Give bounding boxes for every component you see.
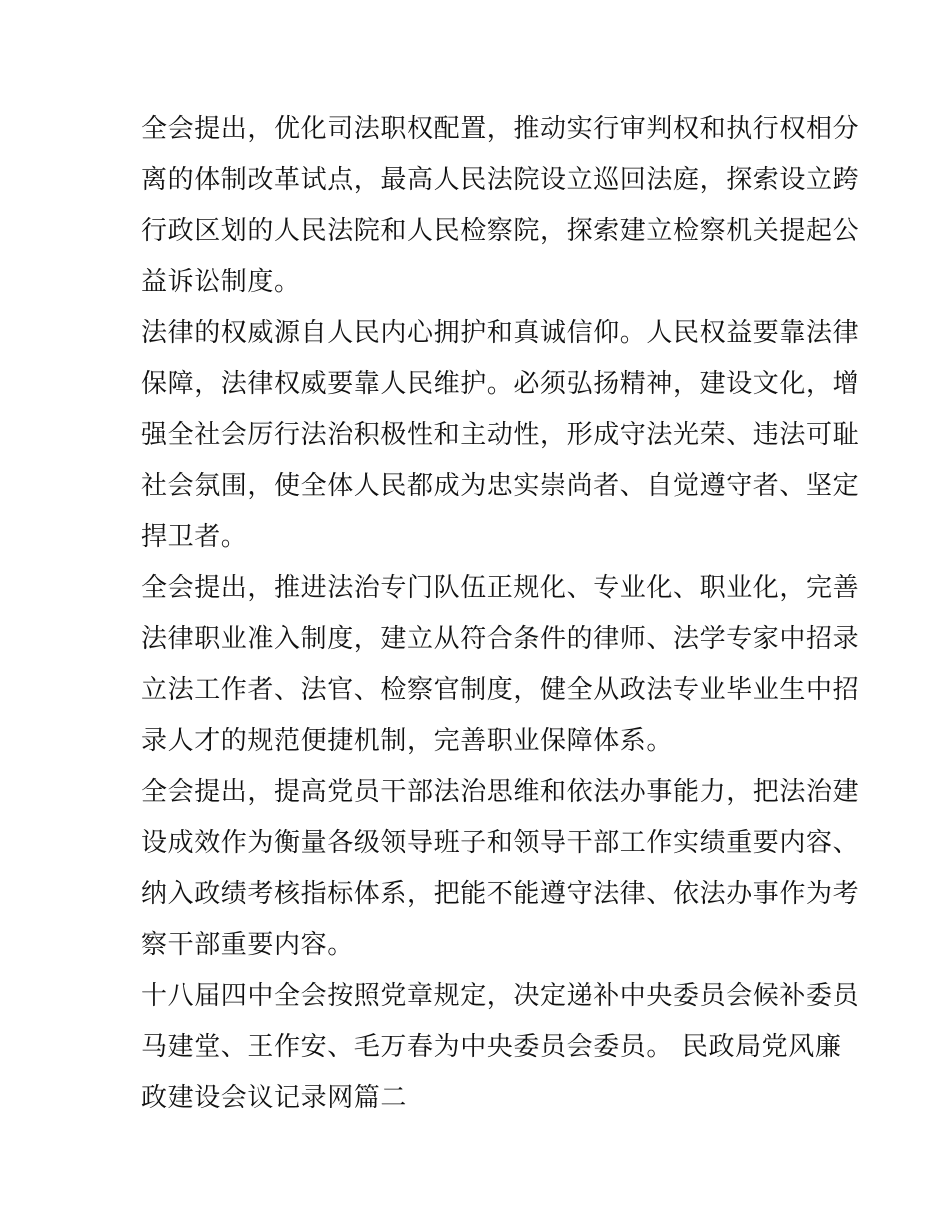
paragraph-4 — [141, 767, 860, 971]
text-line: 强全社会厉行法治积极性和主动性，形成守法光荣、违法可耻 — [141, 420, 860, 450]
text-line: 全会提出，提高党员干部法治思维和依法办事能力，把法治建 — [141, 777, 860, 807]
text-line: 政建设会议记录网篇二 — [141, 1083, 408, 1113]
text-line: 设成效作为衡量各级领导班子和领导干部工作实绩重要内容、 — [141, 828, 860, 858]
text-line: 益诉讼制度。 — [141, 267, 301, 297]
text-line: 录人才的规范便捷机制，完善职业保障体系。 — [141, 726, 674, 756]
text-line: 立法工作者、法官、检察官制度，健全从政法专业毕业生中招 — [141, 675, 860, 705]
text-line: 察干部重要内容。 — [141, 930, 354, 960]
text-line: 纳入政绩考核指标体系，把能不能遵守法律、依法办事作为考 — [141, 879, 860, 909]
text-line: 捍卫者。 — [141, 522, 248, 552]
text-line: 法律的权威源自人民内心拥护和真诚信仰。人民权益要靠法律 — [141, 318, 860, 348]
text-line: 法律职业准入制度，建立从符合条件的律师、法学专家中招录 — [141, 624, 860, 654]
paragraph-1 — [141, 104, 860, 308]
text-line: 社会氛围，使全体人民都成为忠实崇尚者、自觉遵守者、坚定 — [141, 471, 860, 501]
text-line: 行政区划的人民法院和人民检察院，探索建立检察机关提起公 — [141, 216, 860, 246]
paragraph-3 — [141, 563, 860, 767]
document-body — [141, 104, 860, 1124]
text-line: 马建堂、王作安、毛万春为中央委员会委员。 民政局党风廉 — [141, 1032, 842, 1062]
text-line: 十八届四中全会按照党章规定，决定递补中央委员会候补委员 — [141, 981, 860, 1011]
text-line: 保障，法律权威要靠人民维护。必须弘扬精神，建设文化，增 — [141, 369, 860, 399]
paragraph-5 — [141, 971, 860, 1124]
paragraph-2 — [141, 308, 860, 563]
text-line: 全会提出，推进法治专门队伍正规化、专业化、职业化，完善 — [141, 573, 860, 603]
text-line: 离的体制改革试点，最高人民法院设立巡回法庭，探索设立跨 — [141, 165, 860, 195]
text-line: 全会提出，优化司法职权配置，推动实行审判权和执行权相分 — [141, 114, 860, 144]
